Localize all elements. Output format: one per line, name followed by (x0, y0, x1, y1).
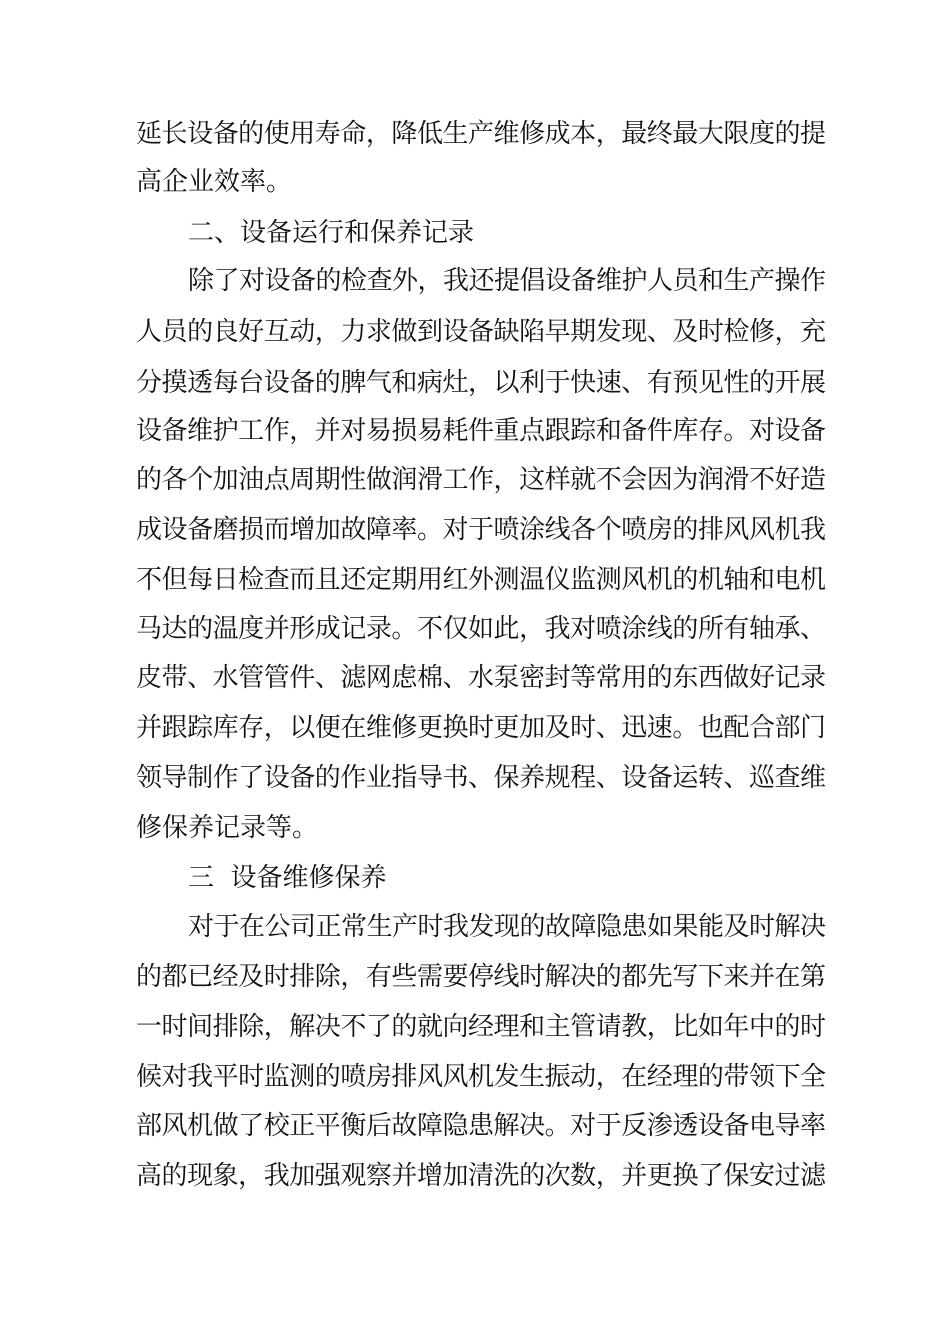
paragraph-1-line-2: 高企业效率。 (136, 167, 293, 197)
paragraph-2-line-5: 的各个加油点周期性做润滑工作，这样就不会因为润滑不好造 (136, 465, 826, 495)
paragraph-2-line-7: 不但每日检查而且还定期用红外测温仪监测风机的机轴和电机 (136, 565, 826, 595)
paragraph-2-line-12: 修保养记录等。 (136, 813, 319, 843)
paragraph-1-line-1: 延长设备的使用寿命，降低生产维修成本，最终最大限度的提 (136, 119, 826, 149)
paragraph-3-line-5: 部风机做了校正平衡后故障隐患解决。对于反渗透设备电导率 (136, 1111, 826, 1141)
paragraph-2-line-10: 并跟踪库存，以便在维修更换时更加及时、迅速。也配合部门 (136, 713, 826, 743)
paragraph-3-line-6: 高的现象，我加强观察并增加清洗的次数，并更换了保安过滤 (136, 1161, 826, 1191)
paragraph-3-line-1: 对于在公司正常生产时我发现的故障隐患如果能及时解决 (188, 912, 826, 942)
paragraph-2-line-9: 皮带、水管管件、滤网虑棉、水泵密封等常用的东西做好记录 (136, 663, 826, 693)
paragraph-2-line-11: 领导制作了设备的作业指导书、保养规程、设备运转、巡查维 (136, 763, 826, 793)
paragraph-2-line-4: 设备维护工作，并对易损易耗件重点跟踪和备件库存。对设备 (136, 416, 826, 446)
paragraph-2-line-2: 人员的良好互动，力求做到设备缺陷早期发现、及时检修，充 (136, 317, 826, 347)
section-heading-3: 三 设备维修保养 (188, 863, 387, 893)
paragraph-3-line-2: 的都已经及时排除，有些需要停线时解决的都先写下来并在第 (136, 962, 826, 992)
paragraph-2-line-6: 成设备磨损而增加故障率。对于喷涂线各个喷房的排风风机我 (136, 515, 826, 545)
section-heading-2: 二、设备运行和保养记录 (188, 218, 475, 248)
paragraph-2-line-8: 马达的温度并形成记录。不仅如此，我对喷涂线的所有轴承、 (136, 614, 826, 644)
paragraph-3-line-4: 候对我平时监测的喷房排风风机发生振动，在经理的带领下全 (136, 1062, 826, 1092)
paragraph-2-line-1: 除了对设备的检查外，我还提倡设备维护人员和生产操作 (188, 266, 826, 296)
paragraph-3-line-3: 一时间排除，解决不了的就向经理和主管请教，比如年中的时 (136, 1012, 826, 1042)
paragraph-2-line-3: 分摸透每台设备的脾气和病灶，以利于快速、有预见性的开展 (136, 368, 826, 398)
